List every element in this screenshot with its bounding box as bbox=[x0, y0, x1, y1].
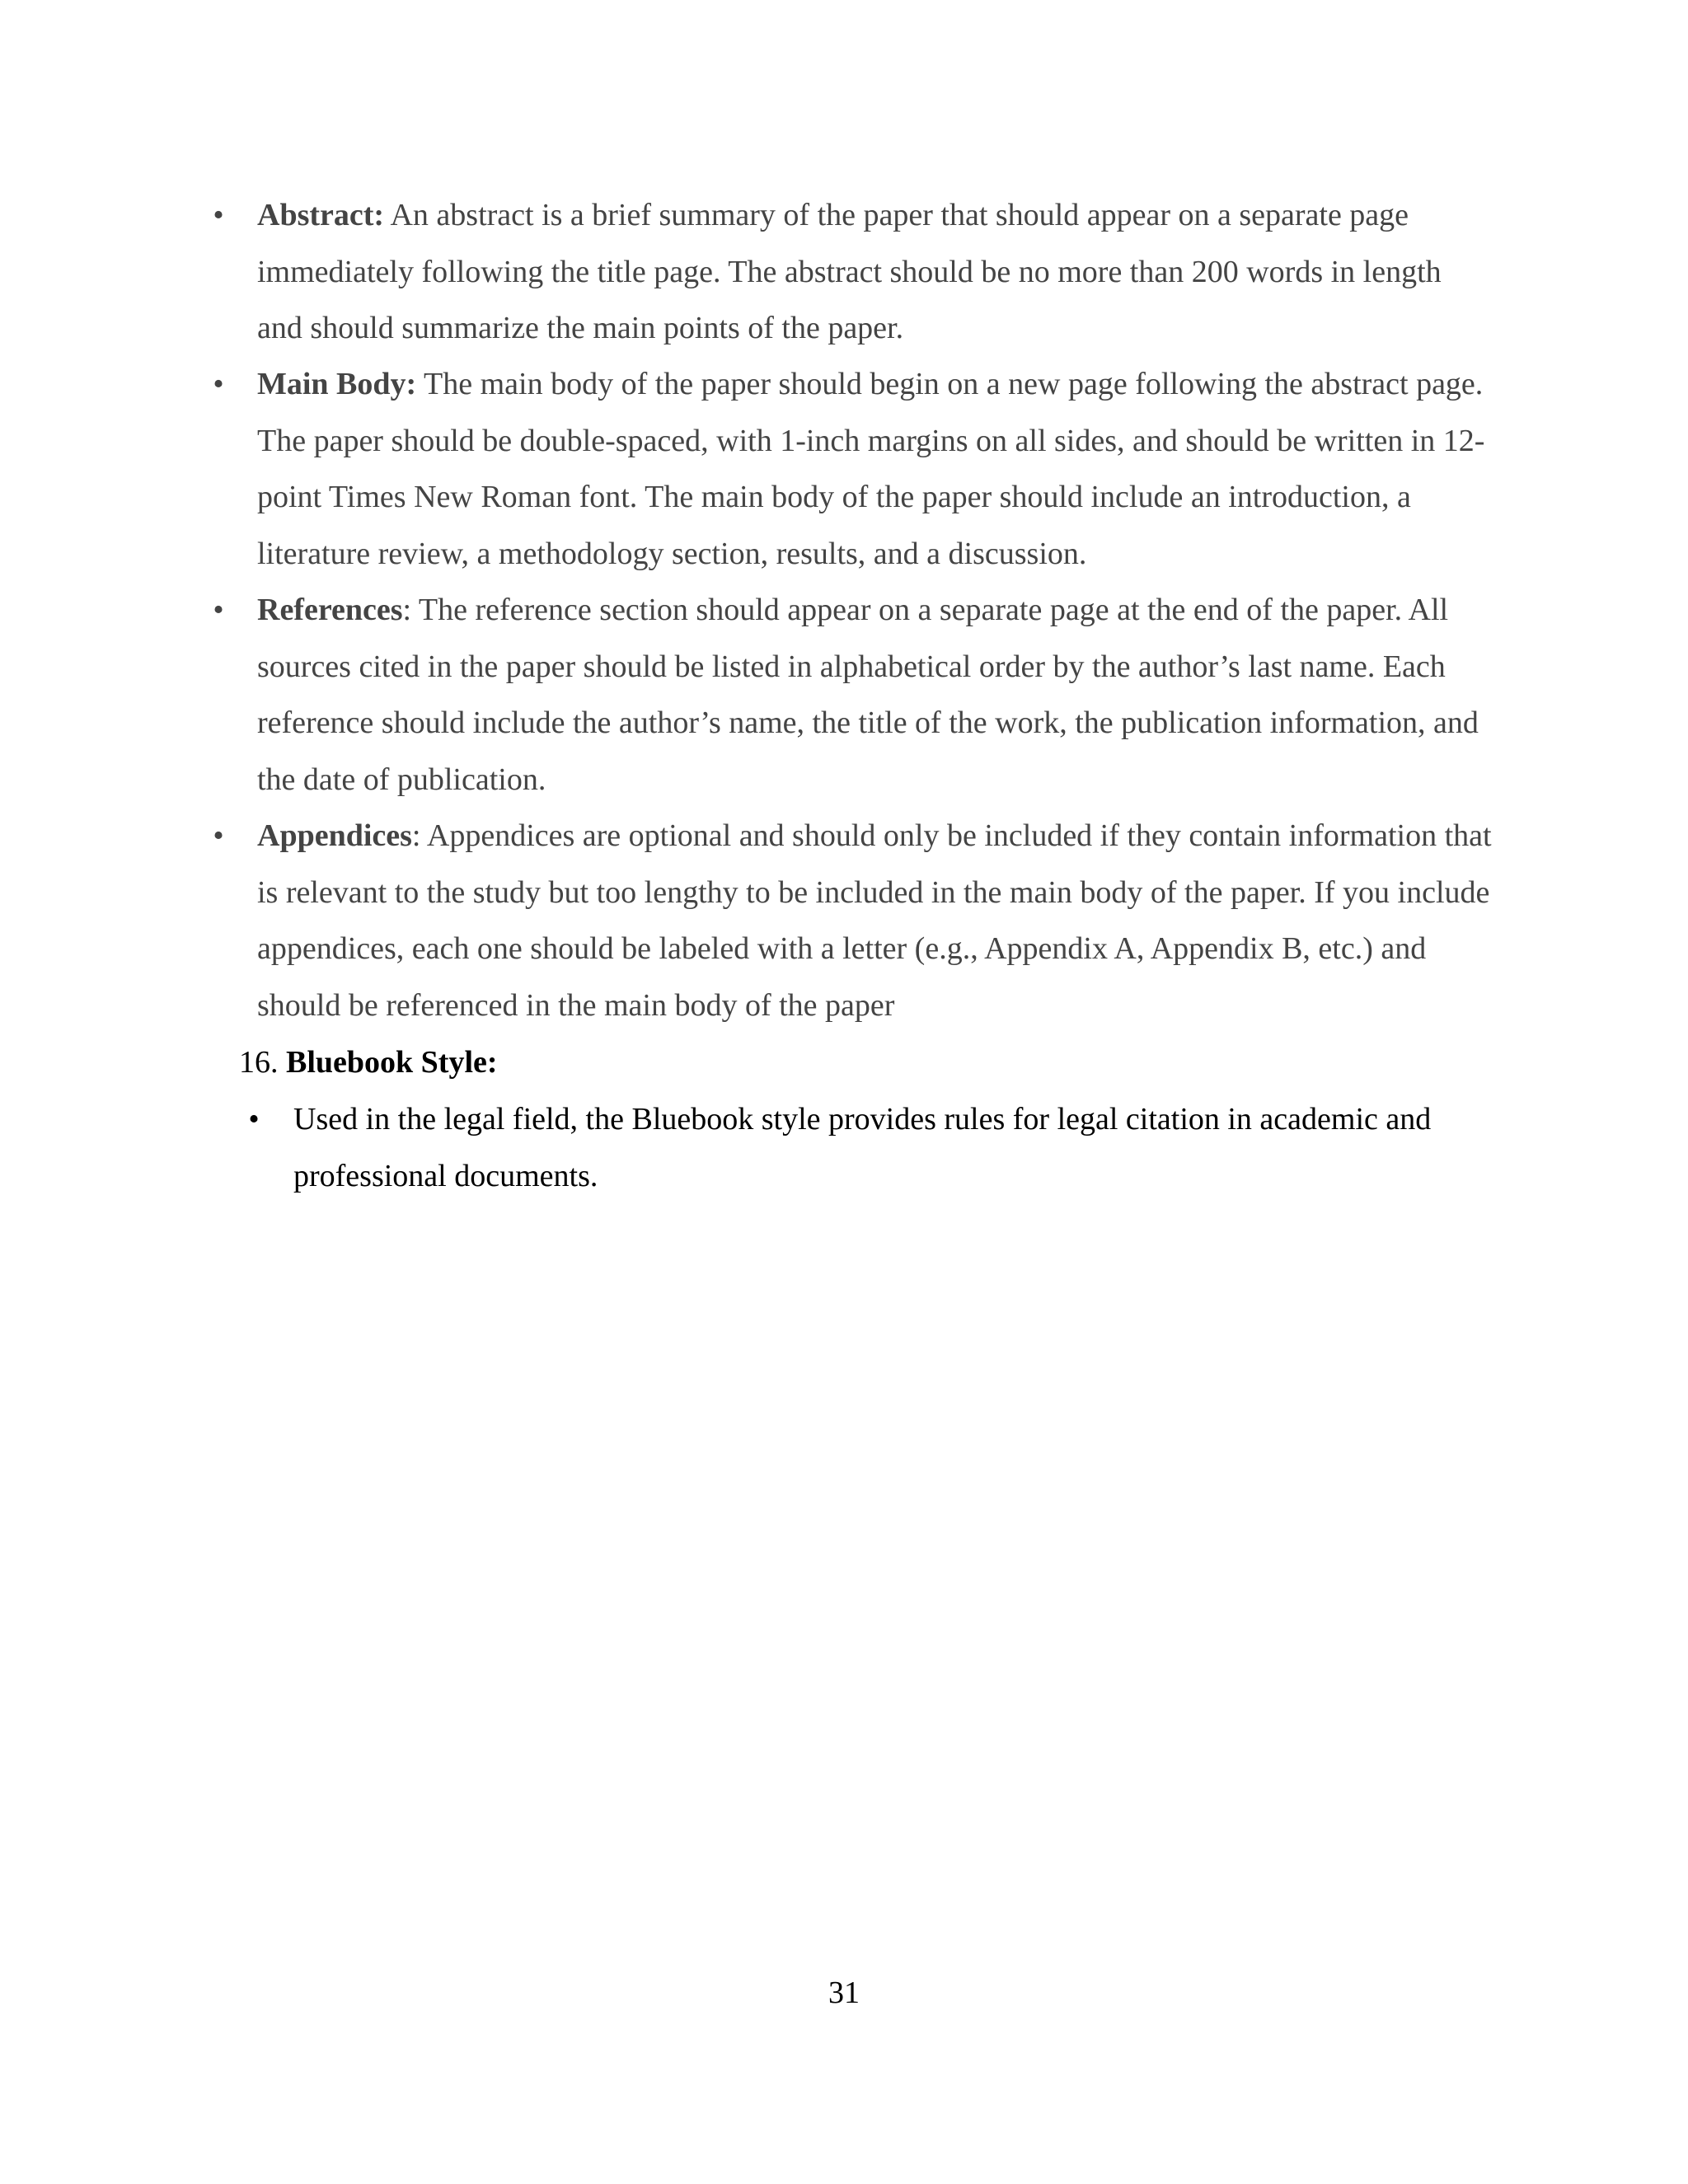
list-item-label: Main Body: bbox=[257, 367, 417, 401]
list-item-label: Abstract: bbox=[257, 198, 385, 232]
list-item-label: Appendices bbox=[257, 818, 412, 853]
section-heading bbox=[239, 1034, 498, 1091]
bullet-icon: • bbox=[213, 367, 224, 401]
section-title: Bluebook Style: bbox=[286, 1045, 498, 1080]
list-item-text: An abstract is a brief summary of the paper that should appear on a separate page immediately following the title page. The abstract should be no more than 200 words in length and should summarize the main points of the paper. bbox=[257, 198, 1442, 345]
list-item-main-body bbox=[213, 356, 1493, 582]
bullet-icon: • bbox=[213, 198, 224, 232]
list-item-text: Used in the legal field, the Bluebook style provides rules for legal citation in academic and professional documents. bbox=[293, 1102, 1432, 1193]
list-item-bluebook bbox=[248, 1091, 1480, 1204]
list-item-appendices bbox=[213, 808, 1493, 1033]
page-number: 31 bbox=[828, 1975, 860, 2010]
list-item-text: : The reference section should appear on a separate page at the end of the paper. All sources cited in the paper should be listed in alphabetical order by the author’s last name. Each reference should include the author’s name, the title of the work, the publication information, and the date of publication. bbox=[257, 593, 1479, 797]
list-item-abstract bbox=[213, 187, 1493, 357]
list-item-text: The main body of the paper should begin on a new page following the abstract page. The paper should be double-spaced, with 1-inch margins on all sides, and should be written in 12-point Times New Roman font. The main body of the paper should include an introduction, a literature review, a methodology section, results, and a discussion. bbox=[257, 367, 1485, 571]
bullet-icon: • bbox=[213, 818, 224, 853]
list-item-label: References bbox=[257, 593, 403, 627]
list-item-text: : Appendices are optional and should only be included if they contain information that is relevant to the study but too lengthy to be included in the main body of the paper. If you include appendices, each one should be labeled with a letter (e.g., Appendix A, Appendix B, etc.) and should be referenced in the main body of the paper bbox=[257, 818, 1492, 1023]
bullet-icon: • bbox=[248, 1102, 260, 1137]
list-item-references bbox=[213, 582, 1493, 808]
section-number: 16. bbox=[239, 1045, 279, 1080]
bullet-icon: • bbox=[213, 593, 224, 627]
